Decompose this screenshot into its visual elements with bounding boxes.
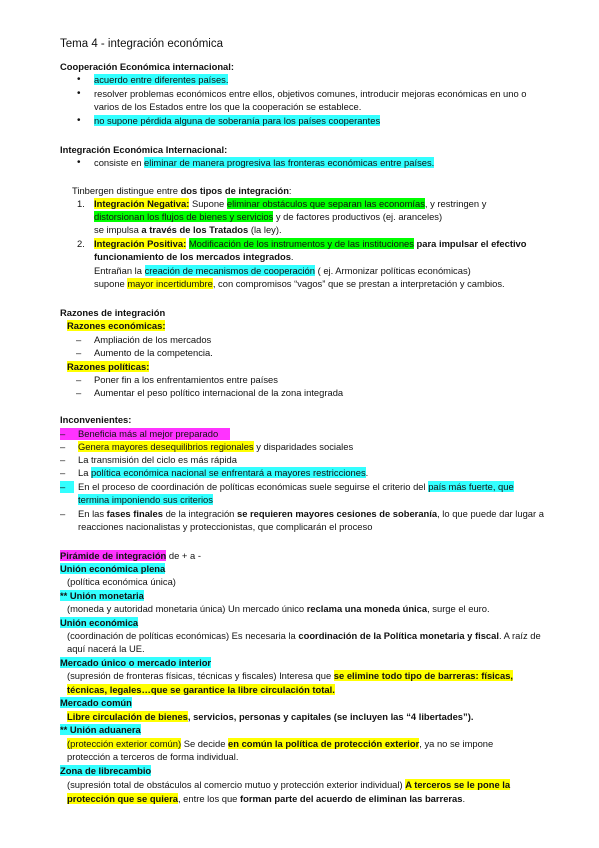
dash-icon: – (60, 428, 66, 439)
pyramid-level-desc: protección que se quiera, entre los que forman parte del acuerdo de eliminan las barreras. (67, 793, 466, 804)
economic-reasons-heading: Razones económicas: (67, 320, 166, 331)
document-title: Tema 4 - integración económica (60, 38, 223, 50)
drawback-6-line-2: reacciones nacionalistas y proteccionistas, que complicarán el proceso (78, 521, 373, 532)
pyramid-level-economic-union: Unión económica (60, 617, 139, 628)
pyramid-level-desc: aquí nacerá la UE. (67, 643, 145, 654)
positive-integration-line-1: Integración Positiva: Modificación de los instrumentos y de las instituciones para impulsar el efectivo (94, 238, 527, 249)
economic-reason-2: Aumento de la competencia. (94, 347, 213, 358)
dash-icon: – (60, 454, 66, 465)
pyramid-level-monetary-union: ** Unión monetaria (60, 590, 144, 601)
pyramid-heading: Pirámide de integración de + a - (60, 550, 201, 561)
cooperation-bullet-3: no supone pérdida alguna de soberanía para los países cooperantes (94, 115, 381, 126)
drawback-6-line-1: En las fases finales de la integración se requieren mayores cesiones de soberanía, lo que puede dar lugar a (78, 508, 544, 519)
bullet-icon: • (77, 74, 81, 85)
political-reason-2: Aumentar el peso político internacional de la zona integrada (94, 387, 344, 398)
cooperation-bullet-2-line-2: varios de los Estados entre los que la cooperación se establece. (94, 101, 362, 112)
dash-icon: – (60, 467, 66, 478)
pyramid-level-desc: (política económica única) (67, 576, 176, 587)
pyramid-level-desc: (coordinación de políticas económicas) Es necesaria la coordinación de la Política monetaria y fiscal. A raíz de (67, 630, 541, 641)
pyramid-level-desc: (moneda y autoridad monetaria única) Un mercado único reclama una moneda única, surge el euro. (67, 603, 490, 614)
dash-icon: – (60, 508, 66, 519)
positive-integration-line-4: supone mayor incertidumbre, con compromisos “vagos” que se prestan a interpretación y cambios. (94, 278, 505, 289)
pyramid-level-desc: protección a terceros de forma individual. (67, 751, 239, 762)
dash-icon: – (76, 387, 82, 398)
list-number: 1. (77, 198, 85, 209)
drawback-2: Genera mayores desequilibrios regionales y disparidades sociales (78, 441, 354, 452)
list-number: 2. (77, 238, 85, 249)
pyramid-level-free-trade-zone: Zona de librecambio (60, 765, 152, 776)
positive-integration-line-3: Entrañan la creación de mecanismos de cooperación ( ej. Armonizar políticas económicas) (94, 265, 471, 276)
bullet-icon: • (77, 115, 81, 126)
dash-icon: – (60, 481, 66, 492)
cooperation-bullet-1: acuerdo entre diferentes países. (94, 74, 229, 85)
integration-bullet-1: consiste en eliminar de manera progresiva las fronteras económicas entre países. (94, 157, 435, 168)
pyramid-level-desc: Libre circulación de bienes, servicios, personas y capitales (se incluyen las “4 libertades”). (67, 711, 474, 722)
bullet-icon: • (77, 88, 81, 99)
bullet-icon: • (77, 157, 81, 168)
pyramid-level-desc: (supresión total de obstáculos al comercio mutuo y protección exterior individual) A terceros se le pone la (67, 779, 511, 790)
cooperation-bullet-2-line-1: resolver problemas económicos entre ellos, objetivos comunes, introducir mejoras económicas en uno o (94, 88, 527, 99)
dash-icon: – (60, 441, 66, 452)
pyramid-level-desc: (supresión de fronteras físicas, técnicas y fiscales) Interesa que se elimine todo tipo de barreras: físicas, (67, 670, 514, 681)
section-heading-integration: Integración Económica Internacional: (60, 144, 228, 155)
pyramid-level-full-economic-union: Unión económica plena (60, 563, 166, 574)
pyramid-level-desc: (protección exterior común) Se decide en común la política de protección exterior, ya no se impone (67, 738, 494, 749)
negative-integration-line-2: distorsionan los flujos de bienes y servicios y de factores productivos (ej. aranceles) (94, 211, 443, 222)
political-reason-1: Poner fin a los enfrentamientos entre países (94, 374, 278, 385)
pyramid-level-customs-union: ** Unión aduanera (60, 724, 141, 735)
pyramid-level-single-market: Mercado único o mercado interior (60, 657, 212, 668)
negative-integration-line-1: Integración Negativa: Supone eliminar obstáculos que separan las economías, y restringen y (94, 198, 487, 209)
drawback-3: La transmisión del ciclo es más rápida (78, 454, 237, 465)
drawback-4: La política económica nacional se enfrentará a mayores restricciones. (78, 467, 369, 478)
drawback-5-line-2: termina imponiendo sus criterios (78, 494, 213, 505)
pyramid-level-common-market: Mercado común (60, 697, 132, 708)
economic-reason-1: Ampliación de los mercados (94, 334, 212, 345)
drawback-1: Beneficia más al mejor preparado (78, 428, 219, 439)
political-reasons-heading: Razones políticas: (67, 361, 150, 372)
pyramid-level-desc: técnicas, legales…que se garantice la libre circulación total. (67, 684, 335, 695)
section-heading-cooperation: Cooperación Económica internacional: (60, 61, 234, 72)
dash-icon: – (76, 347, 82, 358)
dash-icon: – (76, 374, 82, 385)
section-heading-drawbacks: Inconvenientes: (60, 414, 132, 425)
dash-icon: – (76, 334, 82, 345)
tinbergen-intro: Tinbergen distingue entre dos tipos de integración: (72, 185, 292, 196)
section-heading-reasons: Razones de integración (60, 307, 166, 318)
drawback-5-line-1: En el proceso de coordinación de políticas económicas suele seguirse el criterio del país más fuerte, que (78, 481, 514, 492)
positive-integration-line-2: funcionamiento de los mercados integrados. (94, 251, 294, 262)
negative-integration-line-3: se impulsa a través de los Tratados (la ley). (94, 224, 282, 235)
